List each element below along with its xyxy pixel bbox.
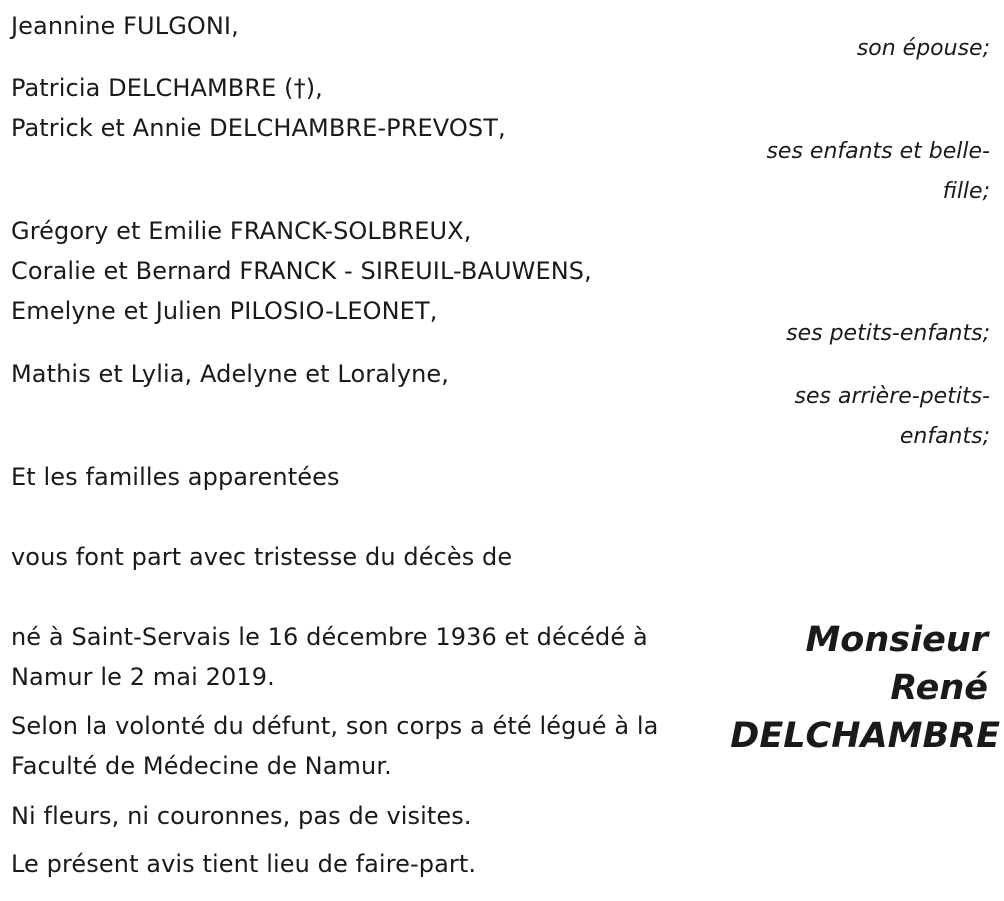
child-name: Patricia DELCHAMBRE (†), [11,74,323,102]
birth-death-line2: Namur le 2 mai 2019. [11,663,275,691]
body-donation-line2: Faculté de Médecine de Namur. [11,752,392,780]
children-role-line1: ses enfants et belle- [766,139,990,164]
grandchild-name: Grégory et Emilie FRANCK-SOLBREUX, [11,217,472,245]
deceased-name [700,616,1000,760]
relatives-line: Et les familles apparentées [11,463,340,491]
deceased-last-name: DELCHAMBRE [730,716,1000,756]
great-grandchild-names: Mathis et Lylia, Adelyne et Loralyne, [11,360,449,388]
no-flowers-line: Ni fleurs, ni couronnes, pas de visites. [11,802,472,830]
grandchild-name: Coralie et Bernard FRANCK - SIREUIL-BAUWENS, [11,257,592,285]
great-grandchildren-role-line2: enfants; [899,424,990,449]
spouse-role: son épouse; [856,36,990,61]
child-name: Patrick et Annie DELCHAMBRE-PREVOST, [11,114,506,142]
deceased-first-name: René [890,668,988,708]
birth-death-line1: né à Saint-Servais le 16 décembre 1936 et décédé à [11,623,648,651]
announcement-line: vous font part avec tristesse du décès de [11,543,513,571]
notice-line: Le présent avis tient lieu de faire-part. [11,850,477,878]
body-donation-line1: Selon la volonté du défunt, son corps a été légué à la [11,712,659,740]
grandchildren-role: ses petits-enfants; [786,321,990,346]
great-grandchildren-role-line1: ses arrière-petits- [794,384,990,409]
deceased-title: Monsieur [805,620,988,660]
spouse-name: Jeannine FULGONI, [11,12,239,40]
grandchild-name: Emelyne et Julien PILOSIO-LEONET, [11,297,438,325]
children-role-line2: fille; [942,179,990,204]
